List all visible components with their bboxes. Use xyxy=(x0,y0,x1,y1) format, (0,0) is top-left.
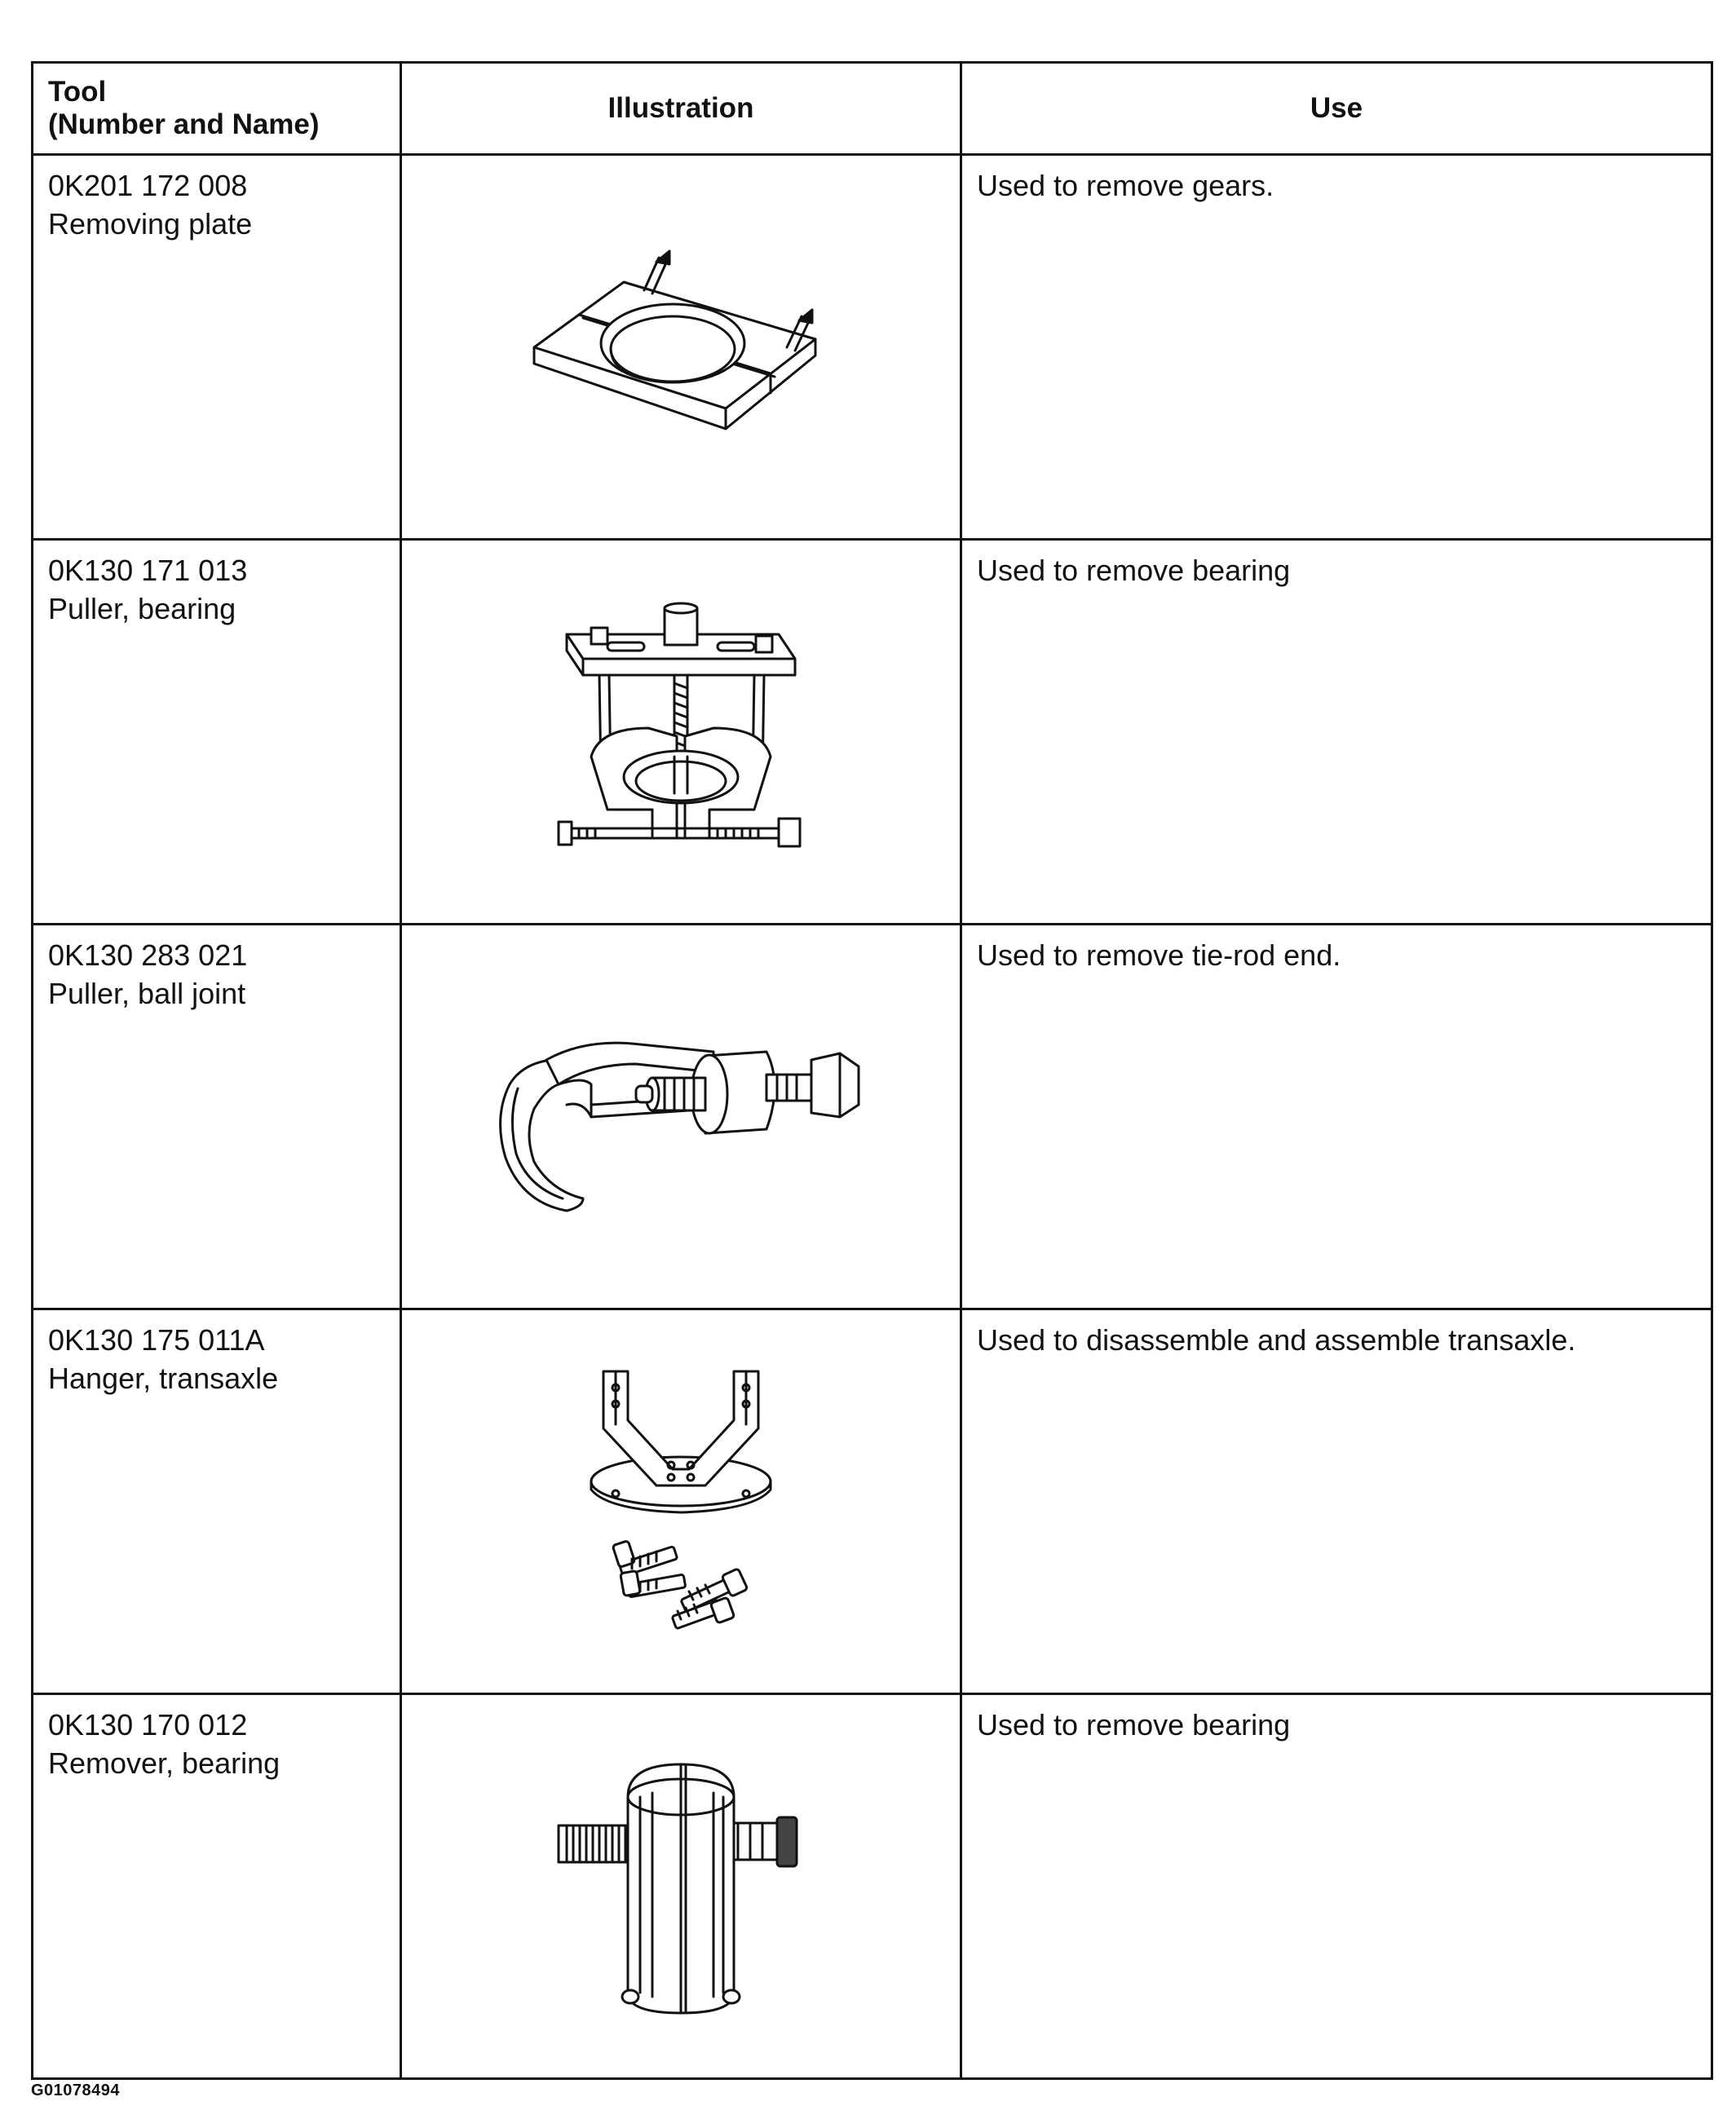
tool-number: 0K201 172 008 xyxy=(48,169,248,202)
tool-cell xyxy=(33,540,401,925)
illustration-cell xyxy=(401,925,961,1309)
use-cell: Used to remove bearing xyxy=(961,1694,1712,2079)
table-row xyxy=(33,1694,1712,2079)
table-row xyxy=(33,540,1712,925)
special-tools-table xyxy=(31,61,1713,2080)
tool-name: Hanger, transaxle xyxy=(48,1361,279,1395)
tool-name: Removing plate xyxy=(48,206,253,241)
tool-number: 0K130 175 011A xyxy=(48,1323,265,1357)
tool-name: Puller, bearing xyxy=(48,591,236,625)
illustration-cell xyxy=(401,1694,961,2079)
ball-joint-puller-icon xyxy=(469,995,893,1239)
tool-cell xyxy=(33,925,401,1309)
bearing-remover-icon xyxy=(542,1748,819,2025)
illustration-cell xyxy=(401,155,961,540)
tool-number: 0K130 171 013 xyxy=(48,554,248,587)
tool-name: Puller, ball joint xyxy=(48,976,246,1010)
use-cell: Used to disassemble and assemble transaxle. xyxy=(961,1309,1712,1694)
table-header-row xyxy=(33,63,1712,155)
bearing-puller-icon xyxy=(542,594,819,871)
table-row xyxy=(33,925,1712,1309)
transaxle-hanger-icon xyxy=(559,1355,803,1649)
tool-number: 0K130 170 012 xyxy=(48,1708,248,1742)
tool-cell xyxy=(33,1309,401,1694)
tool-number: 0K130 283 021 xyxy=(48,938,248,972)
header-tool xyxy=(33,63,401,155)
figure-id: G01078494 xyxy=(31,2081,121,2099)
header-tool-line2: (Number and Name) xyxy=(48,108,320,140)
table-row xyxy=(33,1309,1712,1694)
use-cell: Used to remove gears. xyxy=(961,155,1712,540)
tool-cell xyxy=(33,1694,401,2079)
illustration-cell xyxy=(401,540,961,925)
use-cell: Used to remove bearing xyxy=(961,540,1712,925)
illustration-cell xyxy=(401,1309,961,1694)
header-illustration: Illustration xyxy=(401,63,961,155)
table-row xyxy=(33,155,1712,540)
header-use: Use xyxy=(961,63,1712,155)
tool-name: Remover, bearing xyxy=(48,1746,280,1780)
tool-cell xyxy=(33,155,401,540)
use-cell: Used to remove tie-rod end. xyxy=(961,925,1712,1309)
removing-plate-icon xyxy=(510,225,852,470)
header-tool-line1: Tool xyxy=(48,75,107,108)
